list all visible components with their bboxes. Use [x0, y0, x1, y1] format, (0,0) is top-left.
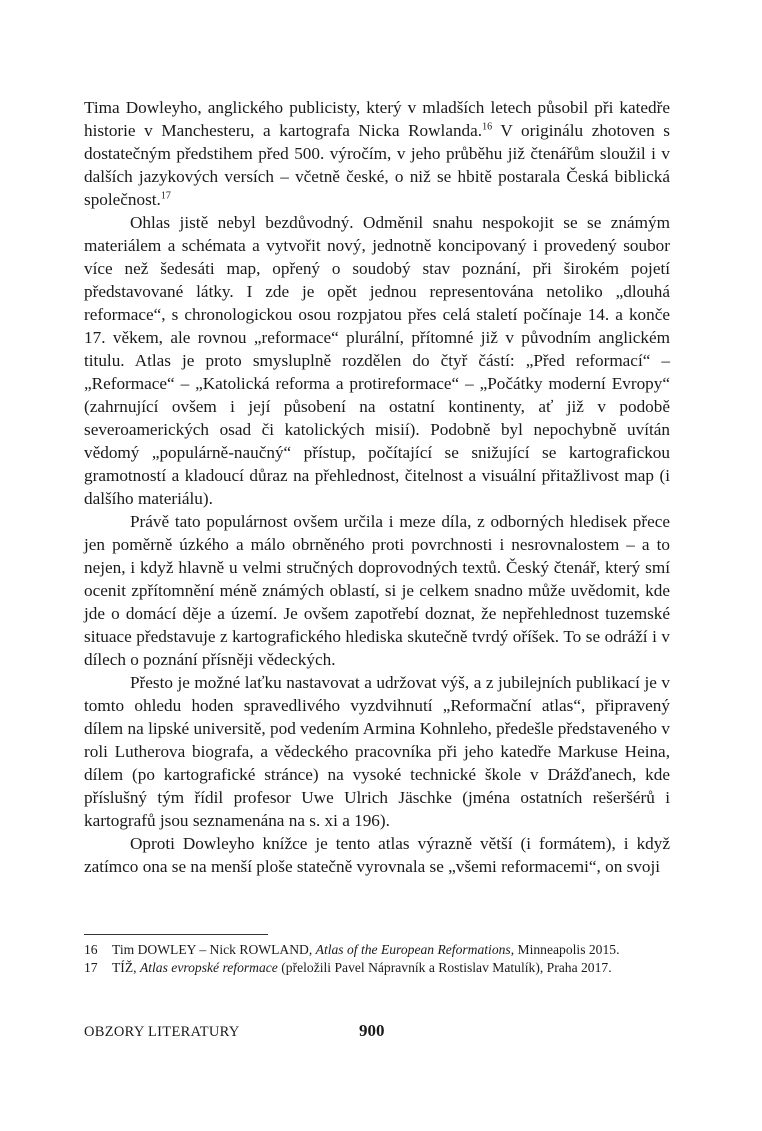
paragraph-5: Oproti Dowleyho knížce je tento atlas výrazně větší (i formátem), i když zatímco ona se na menší ploše statečně vyrovnala se „všemi reformacemi“, on svoji [84, 834, 670, 876]
footnote-text-end: (přeložili Pavel Nápravník a Rostislav Matulík), Praha 2017. [277, 959, 612, 975]
paragraph-4: Přesto je možné laťku nastavovat a udržovat výš, a z jubilejních publikací je v tomto ohledu hoden spravedlivého vyzdvihnutí „Reformační atlas“, připravený dílem na lipské universitě, pod vedením Armina Kohnleho, předešle představeného v roli Lutherova biografa, a vědeckého pracovníka při jeho katedře Markuse Heina, dílem (po kartografické stránce) na vysoké technické škole v Drážďanech, kde příslušný tým řídil profesor Uwe Ulrich Jäschke (jména ostatních rešeršérů i kartografů jsou seznamenána na s. xi a 196). [84, 673, 670, 830]
paragraph-1-text: Tima Dowleyho, anglického publicisty, který v mladších letech působil při katedře historie v Manchesteru, a kartografa Nicka Rowlanda. [84, 98, 670, 140]
paragraph-1 [84, 96, 670, 211]
footnote-divider [84, 934, 268, 935]
footnote-title: Atlas of the European Reformations [315, 942, 511, 957]
footnote-17 [84, 959, 684, 977]
paragraph-3: Právě tato populárnost ovšem určila i meze díla, z odborných hledisek přece jen poměrně úzkého a málo obrněného proti povrchnosti i nesrovnalostem – a to nejen, i když hlavně u velmi stručných doprovodných textů. Český čtenář, který smí ocenit zpřítomnění méně známých oblastí, si je celkem snadno může uvědomit, kde jde o domácí děje a území. Je ovšem zapotřebí doznat, že nepřehlednost tuzemské situace představuje z kartografického hlediska skutečně tvrdý oříšek. To se odráží i v dílech o poznání přísněji vědeckých. [84, 512, 670, 669]
paragraph-1-text-cont: V originálu zhotoven s dostatečným předstihem před 500. výročím, v jeho průběhu již čtenářům sloužil i v dalších jazykových versích – včetně české, o niž se hbitě postarala Česká biblická společnost. [84, 121, 670, 209]
footnote-16 [84, 941, 684, 959]
footnotes [84, 941, 684, 976]
footnote-ref-16[interactable]: 16 [482, 121, 493, 133]
page-number: 900 [359, 1021, 385, 1040]
footnote-text-end: , Minneapolis 2015. [510, 942, 620, 957]
footnote-title: Atlas evropské reformace [139, 959, 278, 975]
footnote-number: 16 [84, 942, 98, 957]
footnote-ref-17[interactable]: 17 [160, 190, 171, 202]
journal-name: OBZORY LITERATURY [84, 1024, 240, 1040]
paragraph-2: Ohlas jistě nebyl bezdůvodný. Odměnil snahu nespokojit se se známým materiálem a schémata a vytvořit nový, jednotně koncipovaný i provedený soubor více než šedesáti map, opřený o soudobý stav poznání, při širokém pojetí představované látky. I zde je opět jednou representována netoliko „dlouhá reformace“, s chronologickou osou rozpjatou přes celá staletí počínaje 14. a konče 17. věkem, ale rovnou „reformace“ plurální, přítomné již v původním anglickém titulu. Atlas je proto smysluplně rozdělen do čtyř částí: „Před reformací“ – „Reformace“ – „Katolická reforma a protireformace“ – „Počátky moderní Evropy“ (zahrnující ovšem i její působení na ostatní kontinenty, ať již v podobě severoamerických osad či katolických misií). Podobně byl nepochybně uvítán vědomý „populárně-naučný“ přístup, počítající se snižující se kartografickou gramotností a kladoucí důraz na přehlednost, čitelnost a visuální přitažlivost map (i dalšího materiálu). [84, 213, 670, 508]
body-text [84, 96, 670, 878]
footnote-text: TÍŽ, [112, 959, 140, 975]
footnote-text: Tim DOWLEY – Nick ROWLAND, [112, 942, 316, 957]
footnote-number: 17 [84, 959, 98, 975]
